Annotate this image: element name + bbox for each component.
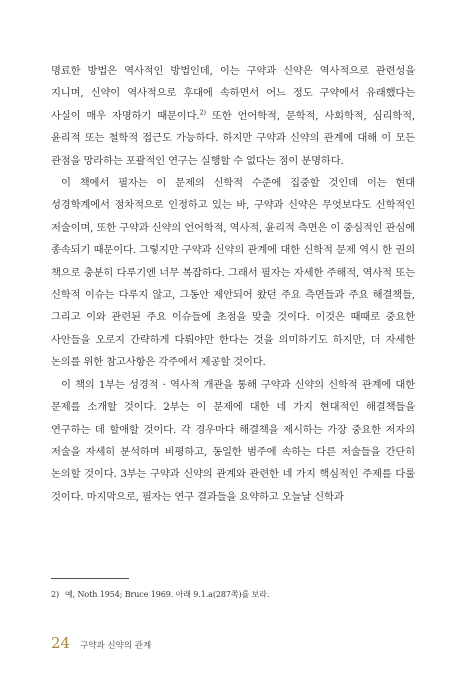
paragraph-3: 이 책의 1부는 성경적 · 역사적 개관을 통해 구약과 신약의 신학적 관계에 대한 문제를 소개할 것이다. 2부는 이 문제에 대한 네 가지 현대적인 해결책들을 연구하는 데 할애할 것이다. 각 경우마다 해결책을 제시하는 가장 중요한 저자의 저술을 자세히 분석하며 비평하고, 동일한 범주에 속하는 다른 저술들을 간단히 논의할 것이다. 3부는 구약과 신약의 관계와 관련한 네 가지 핵심적인 주제를 다룰 것이다. 마지막으로, 필자는 연구 결과들을 요약하고 오늘날 신학과 xyxy=(51,378,415,503)
footnote-divider xyxy=(51,578,129,579)
footnote xyxy=(51,589,415,600)
paragraph-1-text: 명료한 방법은 역사적인 방법인데, 이는 구약과 신약은 역사적으로 관련성을 지니며, 신약이 역사적으로 후대에 속하면서 어느 정도 구약에서 유래했다는 사실이 매우 자명하기 때문이다. xyxy=(51,65,415,122)
paragraph-1-continuation: 또한 언어학적, 문학적, 사회학적, 심리학적, 윤리적 또는 철학적 접근도 가능하다. 하지만 구약과 신약의 관계에 대해 이 모든 관점을 망라하는 포괄적인 연구는 실행할 수 없다는 점이 분명하다. xyxy=(51,109,416,167)
paragraph-1 xyxy=(51,60,415,172)
footnote-number: 2) xyxy=(51,590,60,599)
footnote-reference[interactable]: 2) xyxy=(199,108,206,117)
running-title: 구약과 신약의 관계 xyxy=(80,641,152,651)
paragraph-2: 이 책에서 필자는 이 문제의 신학적 수준에 집중할 것인데 이는 현대 성경학계에서 점차적으로 인정하고 있는 바, 구약과 신약은 무엇보다도 신학적인 저술이며, 또한 구약과 신약의 언어학적, 역사적, 윤리적 측면은 이 중심적인 관심에 종속되기 때문이다. 그렇지만 구약과 신약의 관계에 대한 신학적 문제 역시 한 권의 책으로 충분히 다루기엔 너무 복잡하다. 그래서 필자는 자세한 주해적, 역사적 또는 신학적 이슈는 다루지 않고, 그동안 제안되어 왔던 주요 측면들과 주요 해결책들, 그리고 이와 관련된 주요 이슈들에 초점을 맞출 것이다. 이것은 때때로 중요한 사안들을 오로지 간략하게 다뤄야만 한다는 것을 의미하기도 하지만, 더 자세한 논의를 위한 참고사항은 각주에서 제공할 것이다. xyxy=(51,177,415,369)
body-text xyxy=(51,60,415,508)
page-footer xyxy=(51,634,151,652)
page-number: 24 xyxy=(51,634,71,652)
footnote-text: 예, Noth 1954; Bruce 1969. 아래 9.1.a(287쪽)를 보라. xyxy=(65,590,270,599)
